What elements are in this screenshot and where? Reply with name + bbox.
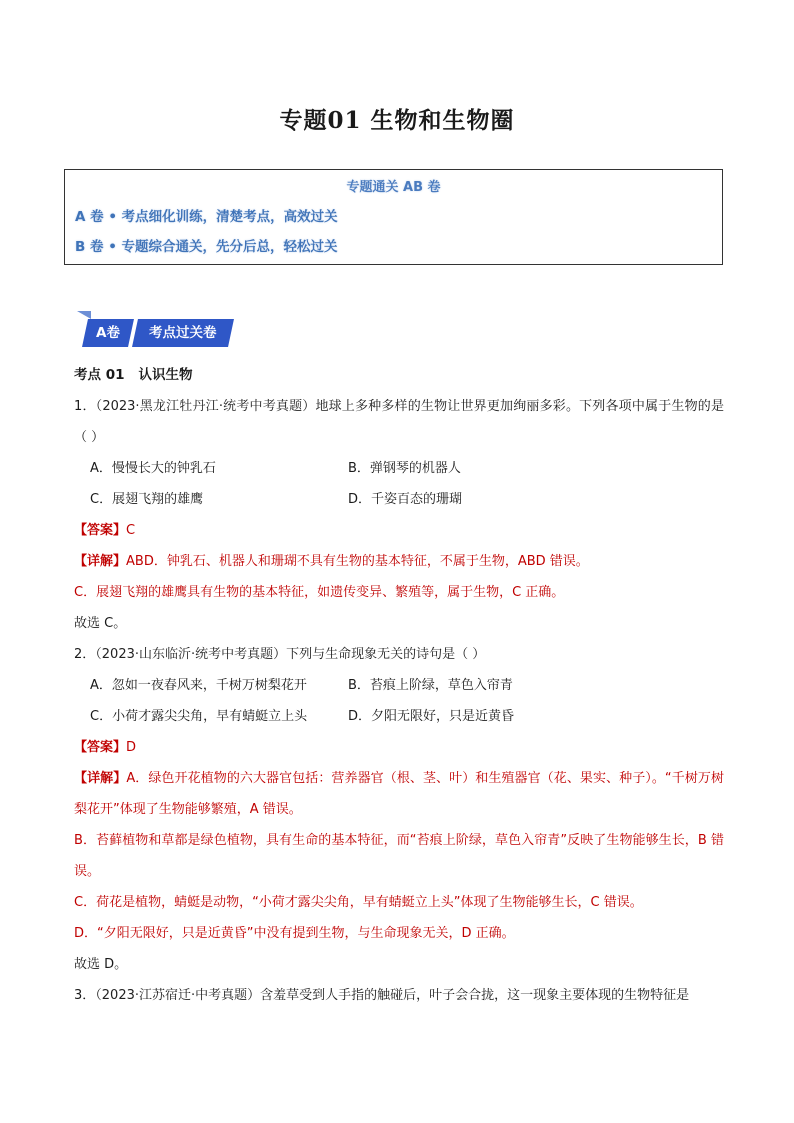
badge-left-label: A卷 xyxy=(96,325,120,341)
question-1 xyxy=(74,391,724,453)
intro-line-a: A 卷 • 考点细化训练，清楚考点，高效过关 xyxy=(75,209,338,225)
detail-2-line-3: C．荷花是植物，蜻蜓是动物，“小荷才露尖尖角，早有蜻蜓立上头”体现了生物能够生长，C 错误。 xyxy=(74,895,643,910)
intro-box xyxy=(64,169,723,265)
question-2 xyxy=(74,639,724,670)
section-name: 认识生物 xyxy=(138,367,193,383)
detail-tag: 【详解】 xyxy=(74,771,127,786)
question-source: （2023·山东临沂·统考中考真题） xyxy=(95,647,287,662)
answer-value: C xyxy=(126,523,136,538)
section-number: 考点 01 xyxy=(74,367,125,383)
option-b: B．弹钢琴的机器人 xyxy=(348,461,461,476)
option-b: B．苔痕上阶绿，草色入帘青 xyxy=(348,678,513,693)
detail-1-line-2: C．展翅飞翔的雄鹰具有生物的基本特征，如遗传变异、繁殖等，属于生物，C 正确。 xyxy=(74,585,565,600)
question-number: 2． xyxy=(74,647,96,662)
option-a: A．慢慢长大的钟乳石 xyxy=(90,461,216,476)
detail-2-line-4: D．“夕阳无限好，只是近黄昏”中没有提到生物，与生命现象无关，D 正确。 xyxy=(74,926,515,941)
question-stem: 含羞草受到人手指的触碰后，叶子会合拢，这一现象主要体现的生物特征是 xyxy=(260,988,690,1003)
conclusion-2: 故选 D。 xyxy=(74,957,128,972)
badge-ribbon-tail xyxy=(77,311,91,319)
badge-right-label: 考点过关卷 xyxy=(149,325,217,341)
question-source: （2023·黑龙江牡丹江·统考中考真题） xyxy=(95,399,316,414)
question-stem: 地球上多种多样的生物让世界更加绚丽多彩。下列各项中属于生物的是（ ） xyxy=(74,399,724,445)
badge-right xyxy=(132,319,234,347)
question-stem: 下列与生命现象无关的诗句是（ ） xyxy=(286,647,486,662)
detail-text: A．绿色开花植物的六大器官包括：营养器官（根、茎、叶）和生殖器官（花、果实、种子）。“千树万树梨花开”体现了生物能够繁殖，A 错误。 xyxy=(74,771,724,817)
question-2-options xyxy=(74,670,724,732)
question-1-options xyxy=(74,453,724,515)
option-d: D．千姿百态的珊瑚 xyxy=(348,492,463,507)
intro-line-b: B 卷 • 专题综合通关，先分后总，轻松过关 xyxy=(75,239,338,255)
detail-2-line-1 xyxy=(74,763,724,825)
answer-tag: 【答案】 xyxy=(74,740,127,755)
page-title: 专题01 生物和生物圈 xyxy=(279,107,515,134)
answer-value: D xyxy=(126,740,137,755)
intro-heading: 专题通关 AB 卷 xyxy=(346,180,441,195)
detail-2-line-2: B．苔藓植物和草都是绿色植物，具有生命的基本特征，而“苔痕上阶绿，草色入帘青”反映了生物能够生长，B 错误。 xyxy=(74,833,724,879)
question-3 xyxy=(74,980,724,1011)
option-c: C．展翅飞翔的雄鹰 xyxy=(90,492,204,507)
badge-left xyxy=(82,319,134,347)
option-d: D．夕阳无限好，只是近黄昏 xyxy=(348,709,515,724)
detail-text: ABD．钟乳石、机器人和珊瑚不具有生物的基本特征，不属于生物，ABD 错误。 xyxy=(126,554,589,569)
answer-1 xyxy=(74,515,724,546)
answer-2 xyxy=(74,732,724,763)
answer-tag: 【答案】 xyxy=(74,523,127,538)
question-number: 1． xyxy=(74,399,96,414)
question-number: 3． xyxy=(74,988,96,1003)
detail-tag: 【详解】 xyxy=(74,554,127,569)
detail-1-line-1 xyxy=(74,546,724,577)
conclusion-1: 故选 C。 xyxy=(74,616,127,631)
option-a: A．忽如一夜春风来，千树万树梨花开 xyxy=(90,678,307,693)
content xyxy=(74,360,724,1011)
option-c: C．小荷才露尖尖角，早有蜻蜓立上头 xyxy=(90,709,308,724)
question-source: （2023·江苏宿迁·中考真题） xyxy=(95,988,261,1003)
section-title xyxy=(74,360,724,391)
section-badge xyxy=(77,311,237,347)
